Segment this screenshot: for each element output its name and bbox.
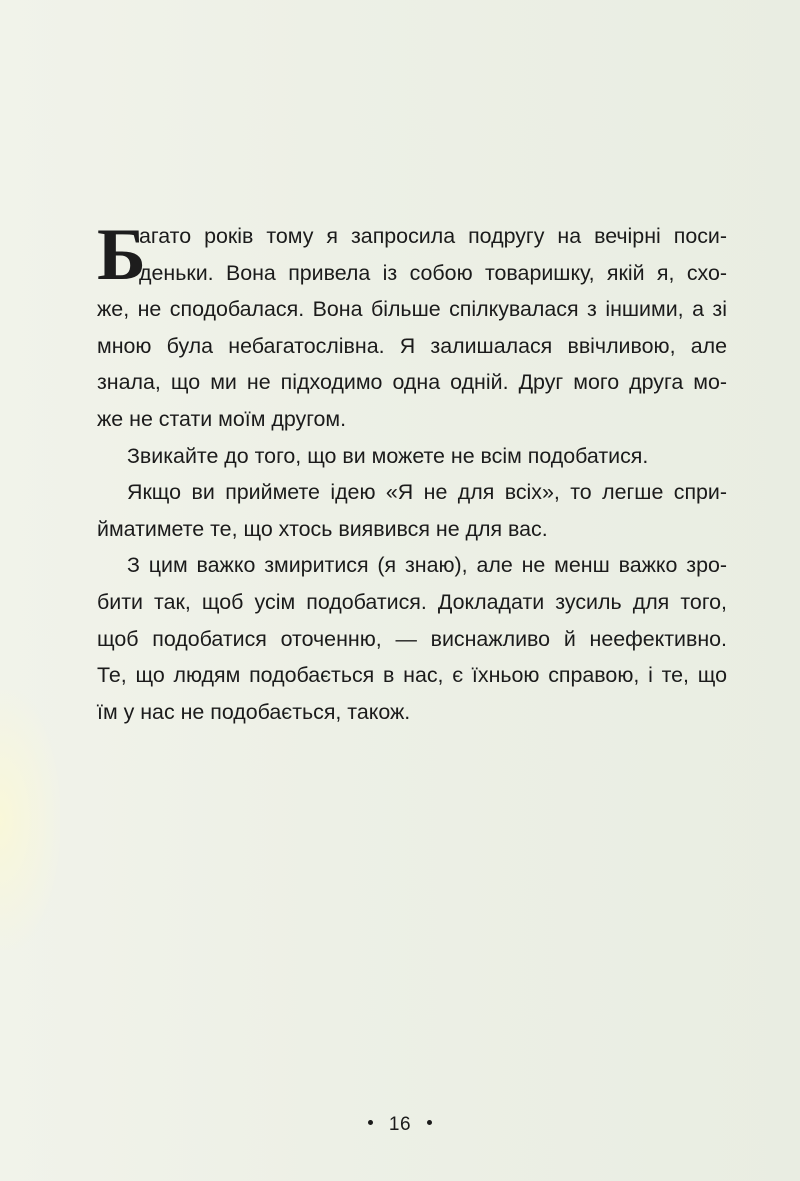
drop-cap: Б (97, 214, 146, 296)
text-line: же, не сподобалася. Вона більше спілкувалася з іншими, а зі (97, 297, 727, 322)
text-line: деньки. Вона привела із собою товаришку, якій я, схо- (139, 260, 727, 285)
paragraph-4 (97, 547, 727, 730)
text-line: щоб подобатися оточенню, — виснажливо й неефективно. (97, 626, 727, 651)
page-footer (0, 1114, 800, 1136)
body-text (97, 214, 727, 730)
text-line: знала, що ми не підходимо одна одній. Друг мого друга мо- (97, 370, 727, 395)
text-line: бити так, щоб усім подобатися. Докладати зусиль для того, (97, 589, 727, 614)
text-line: Звикайте до того, що ви можете не всім подобатися. (127, 443, 649, 468)
text-line: З цим важко змиритися (я знаю), але не менш важко зро- (127, 553, 727, 578)
bullet-icon (427, 1120, 432, 1125)
text-line: Якщо ви приймете ідею «Я не для всіх», то легше спри- (127, 480, 727, 505)
text-line: їм у нас не подобається, також. (97, 699, 411, 724)
page-number: 16 (388, 1114, 412, 1135)
text-line: же не стати моїм другом. (97, 406, 347, 431)
text-line: агато років тому я запросила подругу на вечірні поси- (139, 224, 727, 248)
paragraph-3 (97, 474, 727, 547)
text-line: мною була небагатослівна. Я залишалася ввічливою, але (97, 333, 727, 358)
paragraph-2 (97, 438, 727, 475)
text-line: йматимете те, що хтось виявився не для вас. (97, 516, 548, 541)
light-glare (0, 690, 60, 950)
paragraph-1 (97, 214, 727, 438)
text-line: Те, що людям подобається в нас, є їхньою справою, і те, що (97, 663, 727, 688)
bullet-icon (368, 1120, 373, 1125)
